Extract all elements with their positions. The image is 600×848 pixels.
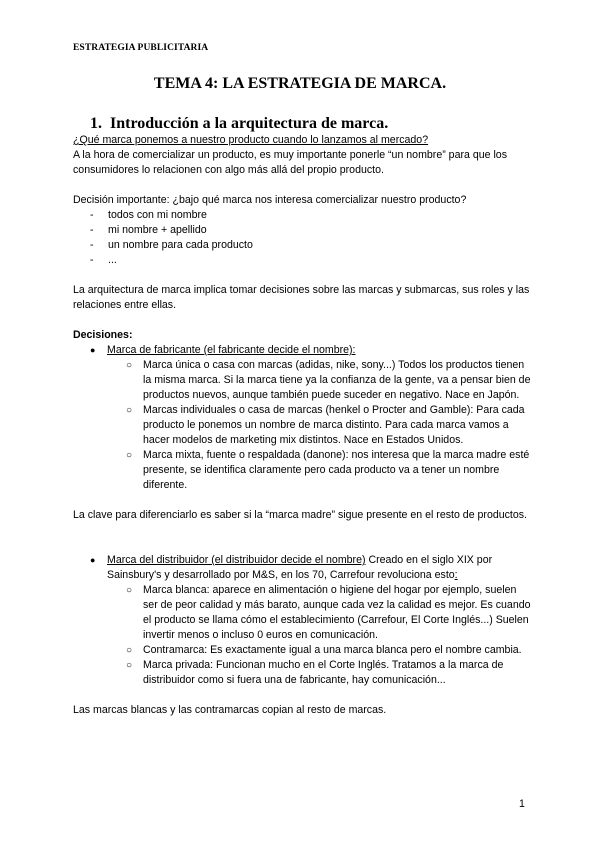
distributor-label: Marca del distribuidor (el distribuidor decide el nombre): [107, 554, 366, 566]
option-item: - ...: [90, 254, 117, 266]
running-header: ESTRATEGIA PUBLICITARIA: [73, 43, 209, 53]
key-paragraph: La clave para diferenciarlo es saber si la “marca madre” sigue presente en el resto de productos.: [73, 509, 528, 521]
distributor-text: Creado en el siglo XIX por Sainsbury's y desarrollado por M&S, en los 70, Carrefour revoluciona esto: [107, 554, 493, 581]
closing-paragraph: Las marcas blancas y las contramarcas copian al resto de marcas.: [73, 704, 387, 716]
list-item: ○ Marca mixta, fuente o respaldada (danone): nos interesa que la marca madre esté presente, se identifica claramente pero cada producto va a tener un nombre diferente.: [126, 449, 530, 491]
page-title: TEMA 4: LA ESTRATEGIA DE MARCA.: [153, 75, 447, 92]
option-item: - todos con mi nombre: [90, 209, 207, 221]
option-item: - un nombre para cada producto: [90, 239, 253, 251]
list-item: ○ Marca privada: Funcionan mucho en el Corte Inglés. Tratamos a la marca de distribuidor como si fuera una de fabricante, hay comunicación...: [126, 659, 504, 686]
list-item: ○ Marca única o casa con marcas (adidas, nike, sony...) Todos los productos tienen la misma marca. Si la marca tiene ya la confianza de la gente, va a pensar bien de productos nuevos, aunque también puede suceder en negativo. Nace en Japón.: [126, 359, 531, 401]
architecture-paragraph: La arquitectura de marca implica tomar decisiones sobre las marcas y submarcas, sus roles y las relaciones entre ellas.: [73, 284, 530, 311]
list-item: ○ Contramarca: Es exactamente igual a una marca blanca pero el nombre cambia.: [126, 644, 522, 656]
section-heading: [90, 115, 388, 133]
intro-paragraph: A la hora de comercializar un producto, es muy importante ponerle “un nombre” para que los consumidores lo relacionen con algo más allá del propio producto.: [73, 149, 507, 176]
option-item: - mi nombre + apellido: [90, 224, 207, 236]
decision-paragraph: Decisión importante: ¿bajo qué marca nos interesa comercializar nuestro producto?: [73, 194, 467, 206]
intro-question: ¿Qué marca ponemos a nuestro producto cuando lo lanzamos al mercado?: [73, 134, 429, 146]
decisiones-heading: Decisiones:: [73, 329, 133, 341]
page-number: 1: [519, 798, 525, 810]
list-item: ○ Marca blanca: aparece en alimentación o higiene del hogar por ejemplo, suelen ser de peor calidad y más barato, aunque cada vez la calidad es mejor. Es cuando el producto se llama cómo el establecimiento (Carrefour, El Corte Inglés...) Suelen invertir menos o incluso 0 euros en comunicación.: [126, 584, 531, 641]
section-title: Introducción a la arquitectura de marca.: [110, 115, 389, 132]
distributor-bullet: ● Marca del distribuidor (el distribuidor decide el nombre) Creado en el siglo XIX por Sainsbury's y desarrollado por M&S, en los 70, Carrefour revoluciona esto:: [90, 554, 493, 581]
body-content: [73, 133, 533, 718]
manufacturer-bullet: ● Marca de fabricante (el fabricante decide el nombre):: [90, 344, 356, 356]
section-number: 1.: [90, 115, 102, 132]
list-item: ○ Marcas individuales o casa de marcas (henkel o Procter and Gamble): Para cada producto le ponemos un nombre de marca distinto. Para cada marca vamos a hacer modelos de marketing mix distintos. Nace en Estados Unidos.: [126, 404, 525, 446]
